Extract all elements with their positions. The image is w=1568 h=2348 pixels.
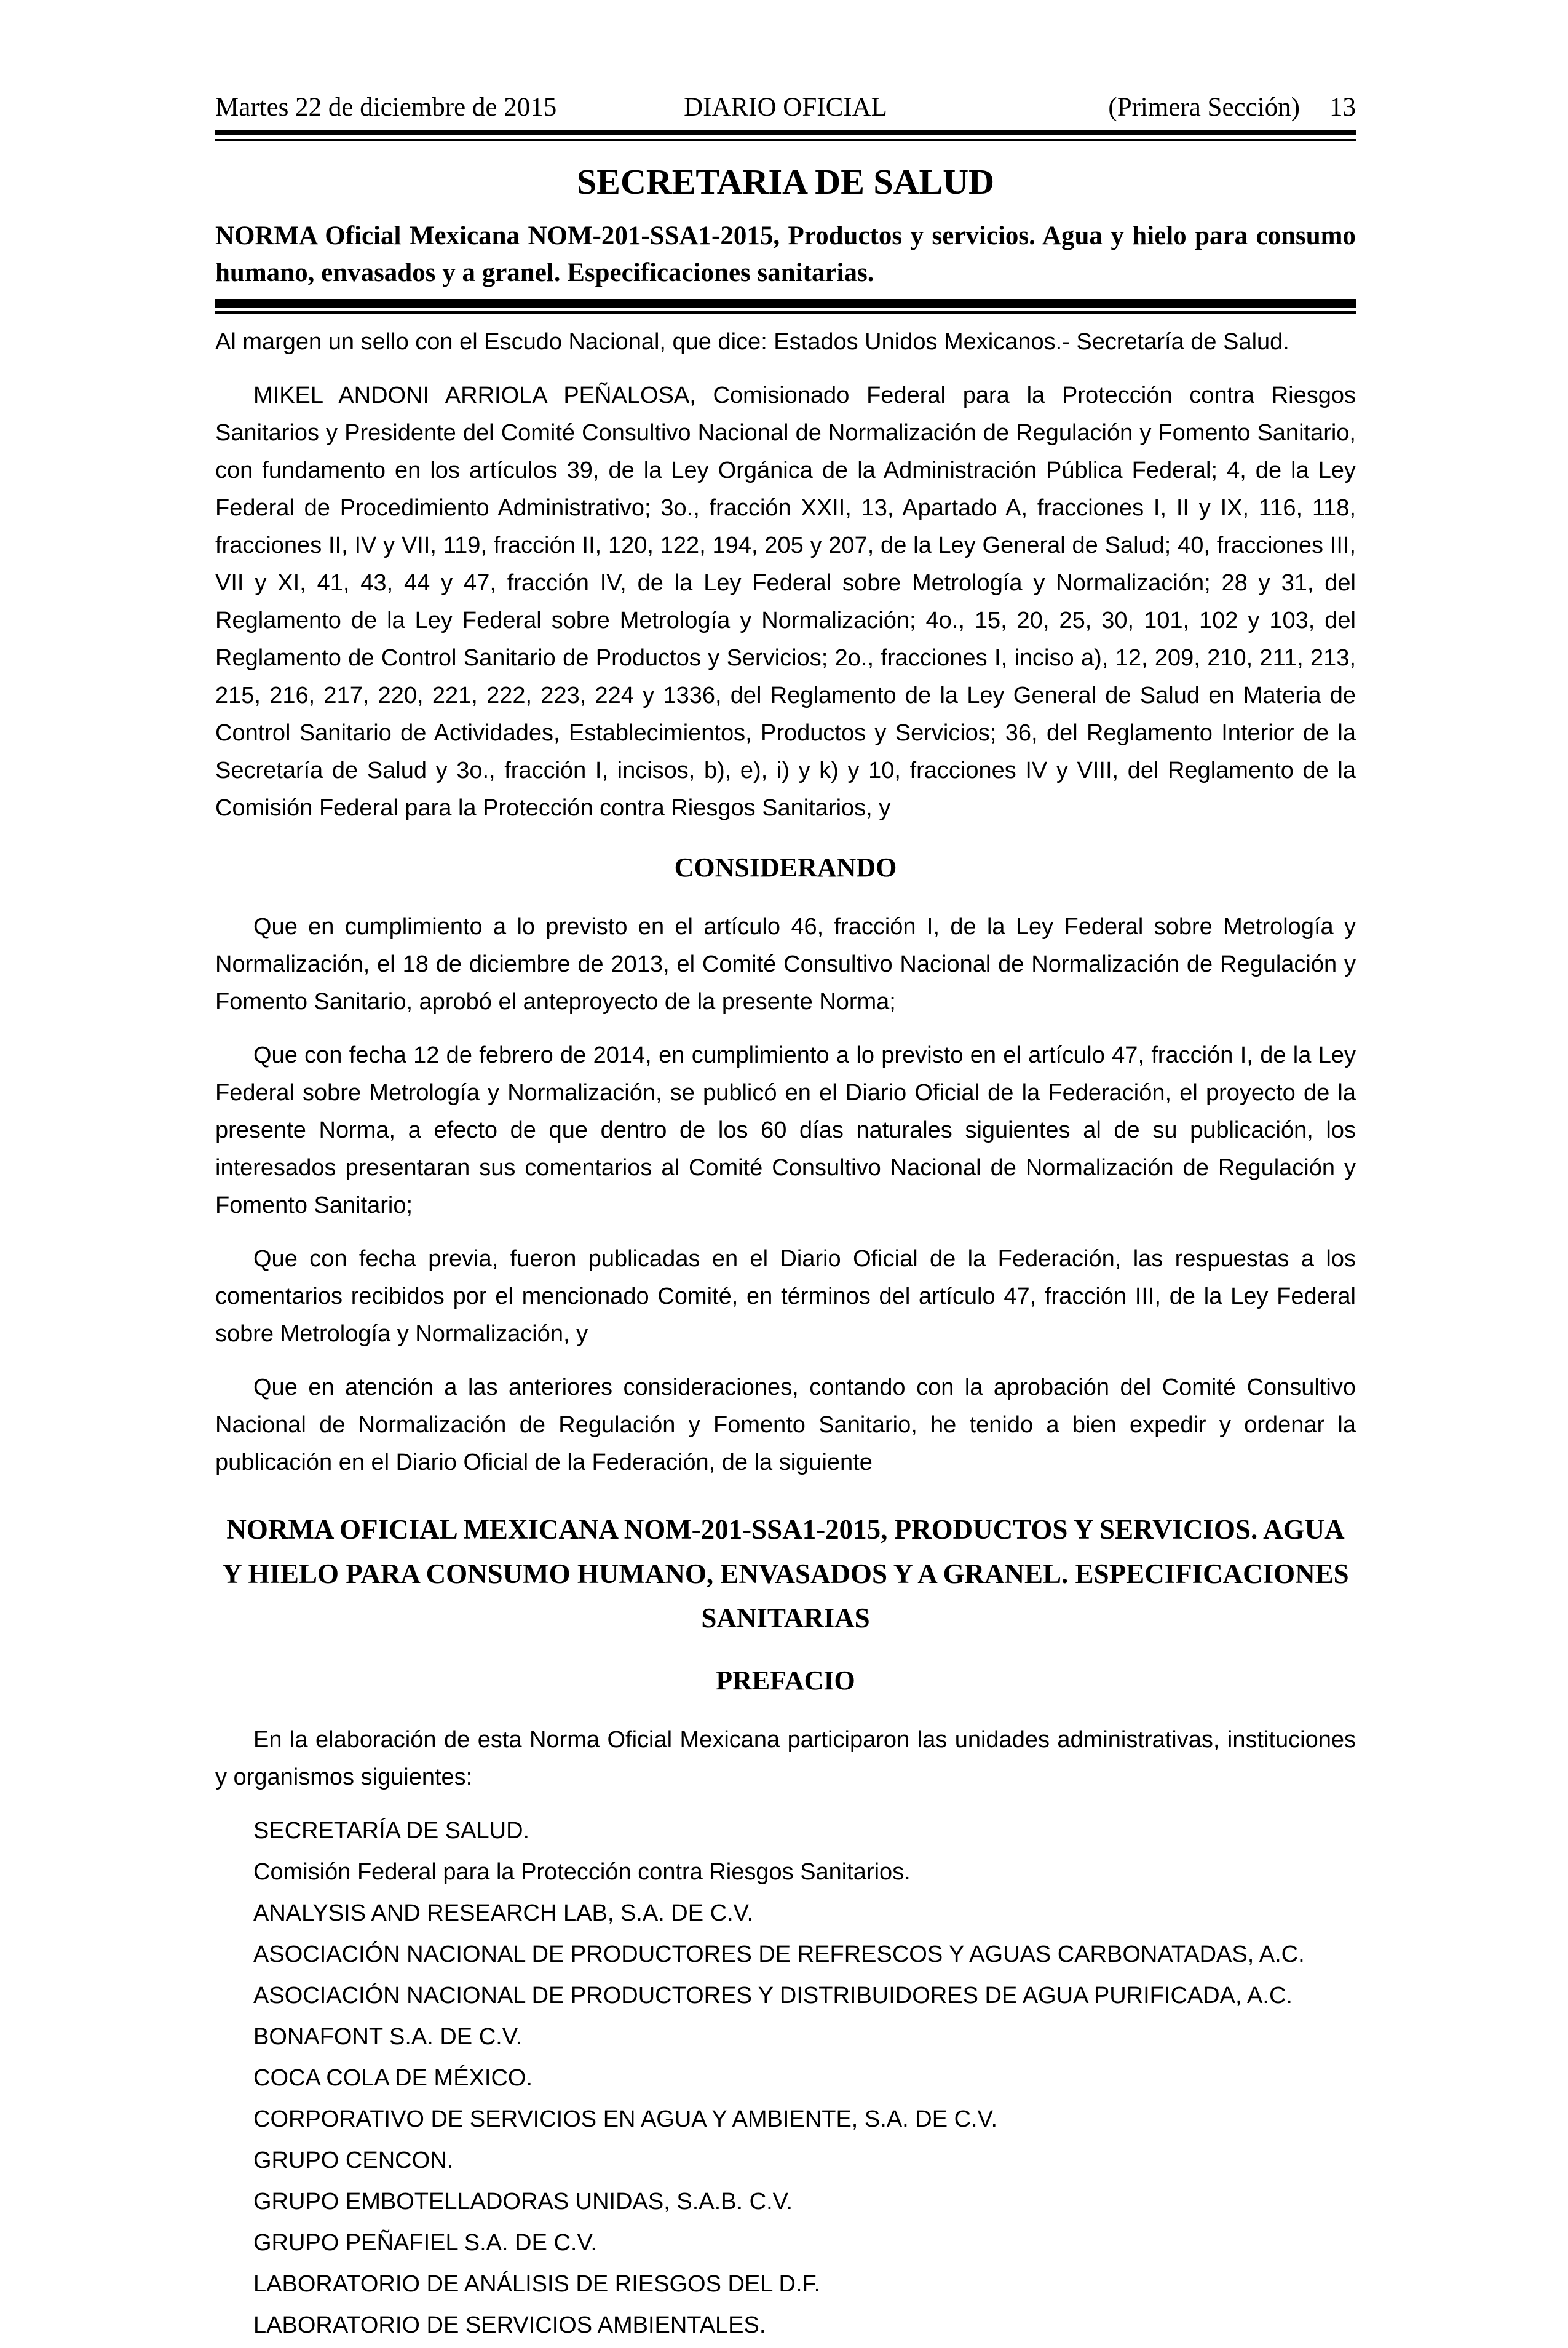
paragraph-considerando-4: Que en atención a las anteriores consideraciones, contando con la aprobación del Comité Consultivo Nacional de Normalización de Regulación y Fomento Sanitario, he tenido a bien expedir y ordenar la publicación en el Diario Oficial de la Federación, de la siguiente: [215, 1374, 1356, 1475]
paragraph-mikel: MIKEL ANDONI ARRIOLA PEÑALOSA, Comisionado Federal para la Protección contra Riesgos Sanitarios y Presidente del Comité Consultivo Nacional de Normalización de Regulación y Fomento Sanitario, con fundamento en los artículos 39, de la Ley Orgánica de la Administración Pública Federal; 4, de la Ley Federal de Procedimiento Administrativo; 3o., fracción XXII, 13, Apartado A, fracciones I, II y IX, 116, 118, fracciones II, IV y VII, 119, fracción II, 120, 122, 194, 205 y 207, de la Ley General de Salud; 40, fracciones III, VII y XI, 41, 43, 44 y 47, fracción IV, de la Ley Federal sobre Metrología y Normalización; 28 y 31, del Reglamento de la Ley Federal sobre Metrología y Normalización; 4o., 15, 20, 25, 30, 101, 102 y 103, del Reglamento de Control Sanitario de Productos y Servicios; 2o., fracciones I, inciso a), 12, 209, 210, 211, 213, 215, 216, 217, 220, 221, 222, 223, 224 y 1336, del Reglamento de la Ley General de Salud en Materia de Control Sanitario de Actividades, Establecimientos, Productos y Servicios; 36, del Reglamento Interior de la Secretaría de Salud y 3o., fracción I, incisos, b), e), i) y k) y 10, fracciones IV y VIII, del Reglamento de la Comisión Federal para la Protección contra Riesgos Sanitarios, y: [215, 383, 1356, 821]
summary-divider: [215, 299, 1356, 314]
page-header: [215, 92, 1356, 123]
paragraph-elaboracion: En la elaboración de esta Norma Oficial Mexicana participaron las unidades administrativas, instituciones y organismos siguientes:: [215, 1727, 1356, 1790]
header-date: Martes 22 de diciembre de 2015: [215, 93, 557, 122]
participant-item: ASOCIACIÓN NACIONAL DE PRODUCTORES Y DISTRIBUIDORES DE AGUA PURIFICADA, A.C.: [253, 1983, 1293, 2009]
header-page-number: 13: [1329, 93, 1356, 122]
participant-item: COCA COLA DE MÉXICO.: [253, 2065, 533, 2091]
participant-item: ASOCIACIÓN NACIONAL DE PRODUCTORES DE REFRESCOS Y AGUAS CARBONATADAS, A.C.: [253, 1941, 1305, 1967]
participant-item: SECRETARÍA DE SALUD.: [253, 1818, 530, 1844]
header-section-and-page: [887, 92, 1356, 123]
header-publication-name: DIARIO OFICIAL: [684, 93, 887, 122]
heading-considerando: CONSIDERANDO: [674, 852, 897, 882]
paragraph-al-margen: Al margen un sello con el Escudo Nacional, que dice: Estados Unidos Mexicanos.- Secretaría de Salud.: [215, 329, 1289, 355]
participant-item: GRUPO EMBOTELLADORAS UNIDAS, S.A.B. C.V.: [253, 2189, 793, 2215]
participant-item: CORPORATIVO DE SERVICIOS EN AGUA Y AMBIENTE, S.A. DE C.V.: [253, 2106, 998, 2132]
participants-list: [215, 1812, 1356, 2344]
header-section: (Primera Sección): [1108, 93, 1300, 122]
document-body: [215, 323, 1356, 2344]
heading-prefacio: PREFACIO: [716, 1665, 855, 1696]
paragraph-considerando-3: Que con fecha previa, fueron publicadas en el Diario Oficial de la Federación, las respuestas a los comentarios recibidos por el mencionado Comité, en términos del artículo 47, fracción III, de la Ley Federal sobre Metrología y Normalización, y: [215, 1246, 1356, 1347]
participant-item: Comisión Federal para la Protección contra Riesgos Sanitarios.: [253, 1859, 911, 1885]
header-divider: [215, 130, 1356, 141]
page-title: SECRETARIA DE SALUD: [577, 162, 994, 202]
participant-item: ANALYSIS AND RESEARCH LAB, S.A. DE C.V.: [253, 1900, 754, 1926]
participant-item: BONAFONT S.A. DE C.V.: [253, 2024, 523, 2050]
participant-item: GRUPO PEÑAFIEL S.A. DE C.V.: [253, 2230, 597, 2256]
paragraph-considerando-1: Que en cumplimiento a lo previsto en el artículo 46, fracción I, de la Ley Federal sobre Metrología y Normalización, el 18 de diciembre de 2013, el Comité Consultivo Nacional de Normalización de Regulación y Fomento Sanitario, aprobó el anteproyecto de la presente Norma;: [215, 914, 1356, 1015]
norma-summary: NORMA Oficial Mexicana NOM-201-SSA1-2015, Productos y servicios. Agua y hielo para consumo humano, envasados y a granel. Especificaciones sanitarias.: [215, 221, 1356, 287]
participant-item: GRUPO CENCON.: [253, 2148, 454, 2173]
heading-norma-oficial: NORMA OFICIAL MEXICANA NOM-201-SSA1-2015, PRODUCTOS Y SERVICIOS. AGUA Y HIELO PARA CONSUMO HUMANO, ENVASADOS Y A GRANEL. ESPECIFICACIONES SANITARIAS: [222, 1514, 1349, 1633]
paragraph-considerando-2: Que con fecha 12 de febrero de 2014, en cumplimiento a lo previsto en el artículo 47, fracción I, de la Ley Federal sobre Metrología y Normalización, se publicó en el Diario Oficial de la Federación, el proyecto de la presente Norma, a efecto de que dentro de los 60 días naturales siguientes al de su publicación, los interesados presentaran sus comentarios al Comité Consultivo Nacional de Normalización de Regulación y Fomento Sanitario;: [215, 1042, 1356, 1218]
document-page: [215, 92, 1356, 2348]
participant-item: LABORATORIO DE ANÁLISIS DE RIESGOS DEL D.F.: [253, 2271, 821, 2297]
participant-item: LABORATORIO DE SERVICIOS AMBIENTALES.: [253, 2312, 766, 2338]
